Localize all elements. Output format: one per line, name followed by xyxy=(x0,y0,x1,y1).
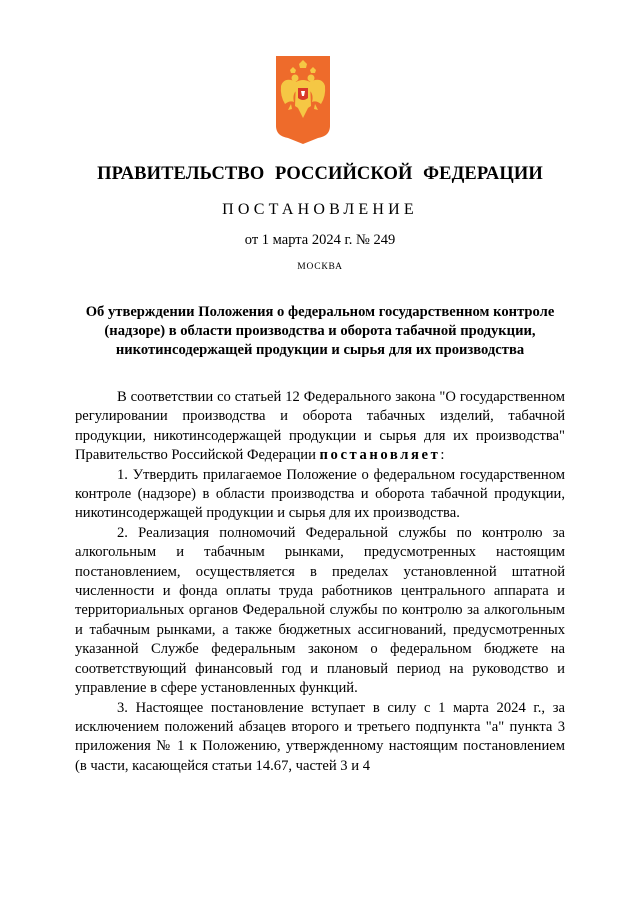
paragraph-2: 2. Реализация полномочий Федеральной службы по контролю за алкогольным и табачным рынками, предусмотренных настоящим постановлением, осуществляется в пределах установленной штатной численности и фонда оплаты труда работников центрального аппарата и территориальных органов Федеральной службы по контролю за алкогольным и табачным рынками, а также бюджетных ассигнований, предусмотренных указанной Службе федеральным законом о федеральном бюджете на соответствующий финансовый год и плановый период на руководство и управление в сфере установленных функций. xyxy=(75,524,565,697)
government-title: ПРАВИТЕЛЬСТВО РОССИЙСКОЙ ФЕДЕРАЦИИ xyxy=(97,164,543,184)
paragraph-1: 1. Утвердить прилагаемое Положение о федеральном государственном контроле (надзоре) в области производства и оборота табачной продукции, никотинсодержащей продукции и сырья для их производства. xyxy=(75,466,565,522)
document-type: ПОСТАНОВЛЕНИЕ xyxy=(222,201,418,218)
preamble-text: В соответствии со статьей 12 Федерального закона "О государственном регулировании производства и оборота табачных изделий, табачной продукции, никотинсодержащей продукции и сырья для их производства" Правительство Российской Федерации xyxy=(75,389,565,464)
decree-colon: : xyxy=(440,447,445,464)
preamble-paragraph xyxy=(75,388,565,466)
paragraph-3: 3. Настоящее постановление вступает в силу с 1 марта 2024 г., за исключением положений абзацев второго и третьего подпункта "а" пункта 3 приложения № 1 к Положению, утвержденному настоящим постановлением (в части, касающейся статьи 14.67, частей 3 и 4 xyxy=(75,699,565,774)
decree-word: постановляет xyxy=(319,447,441,464)
document-date-number: от 1 марта 2024 г. № 249 xyxy=(244,232,396,248)
document-subject: Об утверждении Положения о федеральном государственном контроле (надзоре) в области производства и оборота табачной продукции, никотинсодержащей продукции и сырья для их производства xyxy=(85,304,555,358)
document-body xyxy=(75,388,565,776)
coat-of-arms-icon xyxy=(276,56,330,144)
document-city: МОСКВА xyxy=(297,262,343,272)
